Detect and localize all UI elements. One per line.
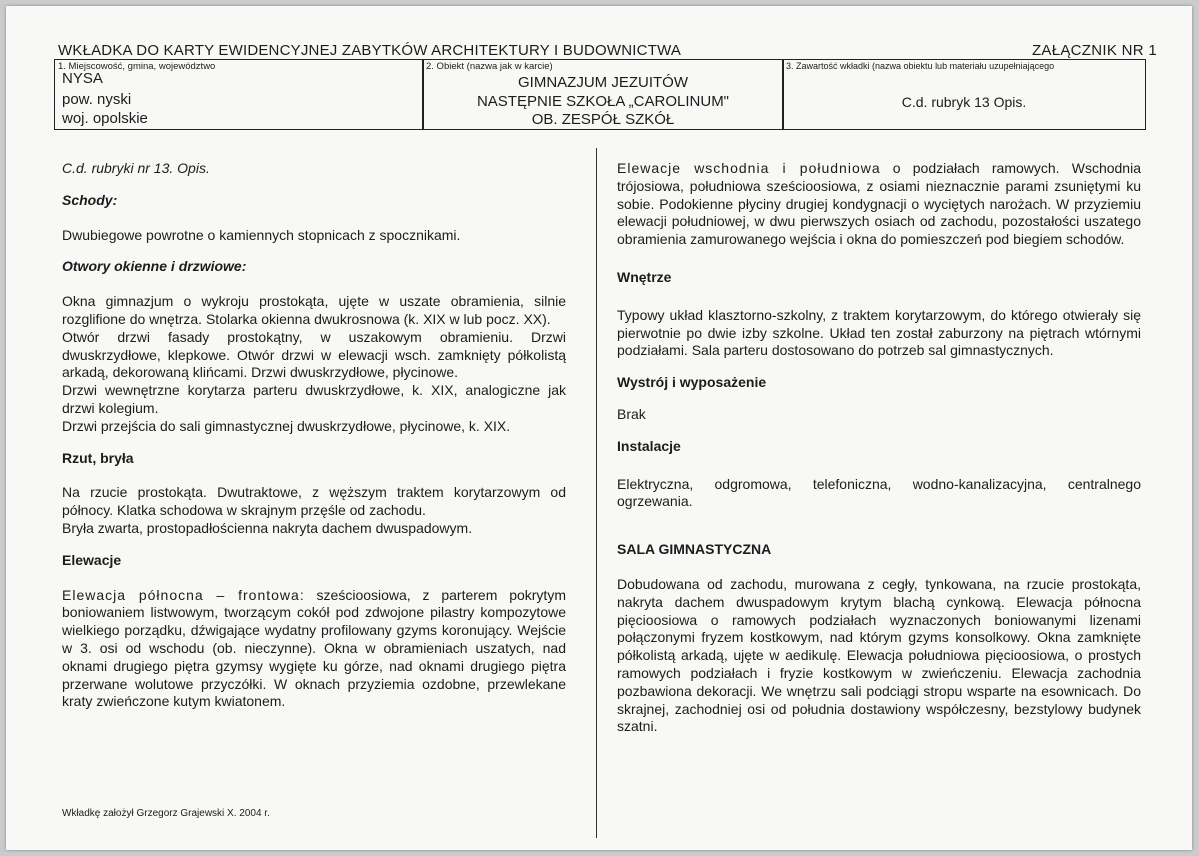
location-town: NYSA [62,70,103,87]
location-caption: 1. Miejscowość, gmina, województwo [58,61,216,72]
location-box [54,59,424,130]
text-otwory-2: Otwór drzwi fasady prostokątny, w uszakowym obramieniu. Drzwi dwuskrzydłowe, klepkowe. Otwór drzwi w elewacji wsch. zamknięty półkolistą arkadą, dekorowaną klińcami. Drzwi dwuskrzydłowe, płycinowe. [62,328,566,381]
text-otwory-3: Drzwi wewnętrzne korytarza parteru dwuskrzydłowe, k. XIX, analogiczne jak drzwi kolegium. [62,382,566,416]
annex-label: ZAŁĄCZNIK NR 1 [1031,42,1157,59]
object-name-1: GIMNAZJUM JEZUITÓW [518,74,688,91]
text-wnetrze: Typowy układ klasztorno-szkolny, z traktem korytarzowym, do którego otwierały się pierwotnie po dwie izby szkolne. Układ ten został zaburzony na piętrach wtórnymi podziałami. Sala parteru dostosowano do potrzeb sal gimnastycznych. [617,306,1141,359]
heading-wnetrze: Wnętrze [617,268,672,285]
location-voivodeship: woj. opolskie [62,110,148,127]
text-rzut-2: Bryła zwarta, prostopadłościenna nakryta dachem dwuspadowym. [62,519,473,536]
heading-rzut: Rzut, bryła [62,449,134,466]
elewacja-polnocna-lead: Elewacja północna – frontowa: [62,586,305,603]
text-elewacja-polnocna [62,587,566,712]
right-column [617,160,1141,736]
document-title: WKŁADKA DO KARTY EWIDENCYJNEJ ZABYTKÓW ARCHITEKTURY I BUDOWNICTWA [58,42,682,59]
heading-instalacje: Instalacje [617,437,681,454]
contents-value: C.d. rubryk 13 Opis. [901,94,1027,110]
heading-schody: Schody: [62,191,118,208]
location-county: pow. nyski [62,91,132,108]
object-name-3: OB. ZESPÓŁ SZKÓŁ [531,111,675,128]
text-otwory-4: Drzwi przejścia do sali gimnastycznej dwuskrzydłowe, płycinowe, k. XIX. [62,417,511,434]
object-caption: 2. Obiekt (nazwa jak w karcie) [426,61,553,72]
elewacje-wsch-pd-body: o podziałach ramowych. Wschodnia trójosiowa, południowa sześcioosiowa, z osiami nieznacznie parami zsuniętymi ku sobie. Podokienne płyciny drugiej kondygnacji o wyciętych narożach. W przyziemiu elewacji południowej, w dwu pierwszych osiach od zachodu, pozostałości uszatego obramienia zamurowanego wejścia i okna do pomieszczeń pod biegiem schodów. [617,160,1141,248]
heading-wystroj: Wystrój i wyposażenie [617,374,767,391]
author-note: Wkładkę założył Grzegorz Grajewski X. 2004 r. [62,808,270,819]
text-elewacje-wsch-pd [617,160,1141,249]
elewacja-polnocna-body: sześcioosiowa, z parterem pokrytym boniowaniem listwowym, tworzącym cokół pod zdwojone pilastry kompozytowe wielkiego porządku, dźwigające wydatny profilowany gzyms koronujący. Wejście w 3. osi od wschodu (ob. nieczynne). Okna w obramieniach uszatych, nad oknami drugiego piętra gzymsy wygięte ku górze, nad oknami drugiego piętra przerwane wolutowe przyczółki. W oknach przyziemia ozdobne, przewlekane kraty zwieńczone kutym kwiatonem. [62,586,566,710]
text-instalacje: Elektryczna, odgromowa, telefoniczna, wodno-kanalizacyjna, centralnego ogrzewania. [617,475,1141,510]
contents-caption: 3. Zawartość wkładki (nazwa obiektu lub materiału uzupełniającego [786,61,1055,71]
object-name-2: NASTĘPNIE SZKOŁA „CAROLINUM" [476,93,730,110]
text-sala-gimnastyczna: Dobudowana od zachodu, murowana z cegły, tynkowana, na rzucie prostokąta, nakryta dachem dwuspadowym krytym blachą cynkową. Elewacja północna pięcioosiowa o ramowych podziałach wyznaczonych boniowanymi lizenami połączonymi fryzem kostkowym, nad którym gzyms konsolkowy. Okna zamknięte półkolistą arkadą, ujęte w aedikulę. Elewacja południowa pięcioosiowa, o prostych ramowych podziałach i fryzie kostkowym w zwieńczeniu. Elewacja zachodnia pozbawiona dekoracji. We wnętrzu sali podciągi stropu wsparte na esownicach. Do skrajnej, zachodniej osi od południa dostawiony współczesny, bezstylowy budynek szatni. [617,575,1141,735]
column-divider [596,148,597,838]
heading-elewacje: Elewacje [62,551,122,568]
heading-sala-gimnastyczna: SALA GIMNASTYCZNA [617,541,772,558]
heading-otwory: Otwory okienne i drzwiowe: [62,258,247,275]
elewacje-wsch-pd-lead: Elewacje wschodnia i południowa [617,160,881,176]
text-otwory-1: Okna gimnazjum o wykroju prostokąta, ujęte w uszate obramienia, silnie rozglifione do wnętrza. Stolarka okienna dwukrosnowa (k. XIX w lub pocz. XX). [62,293,566,327]
text-schody: Dwubiegowe powrotne o kamiennych stopnicach z spocznikami. [62,226,461,243]
section-lead: C.d. rubryki nr 13. Opis. [62,160,210,176]
text-rzut-1: Na rzucie prostokąta. Dwutraktowe, z węższym traktem korytarzowym od północy. Klatka schodowa w skrajnym przęśle od zachodu. [62,484,566,519]
text-wystroj: Brak [617,405,646,422]
left-column [62,160,566,711]
contents-box [782,59,1146,130]
object-box [422,59,784,130]
